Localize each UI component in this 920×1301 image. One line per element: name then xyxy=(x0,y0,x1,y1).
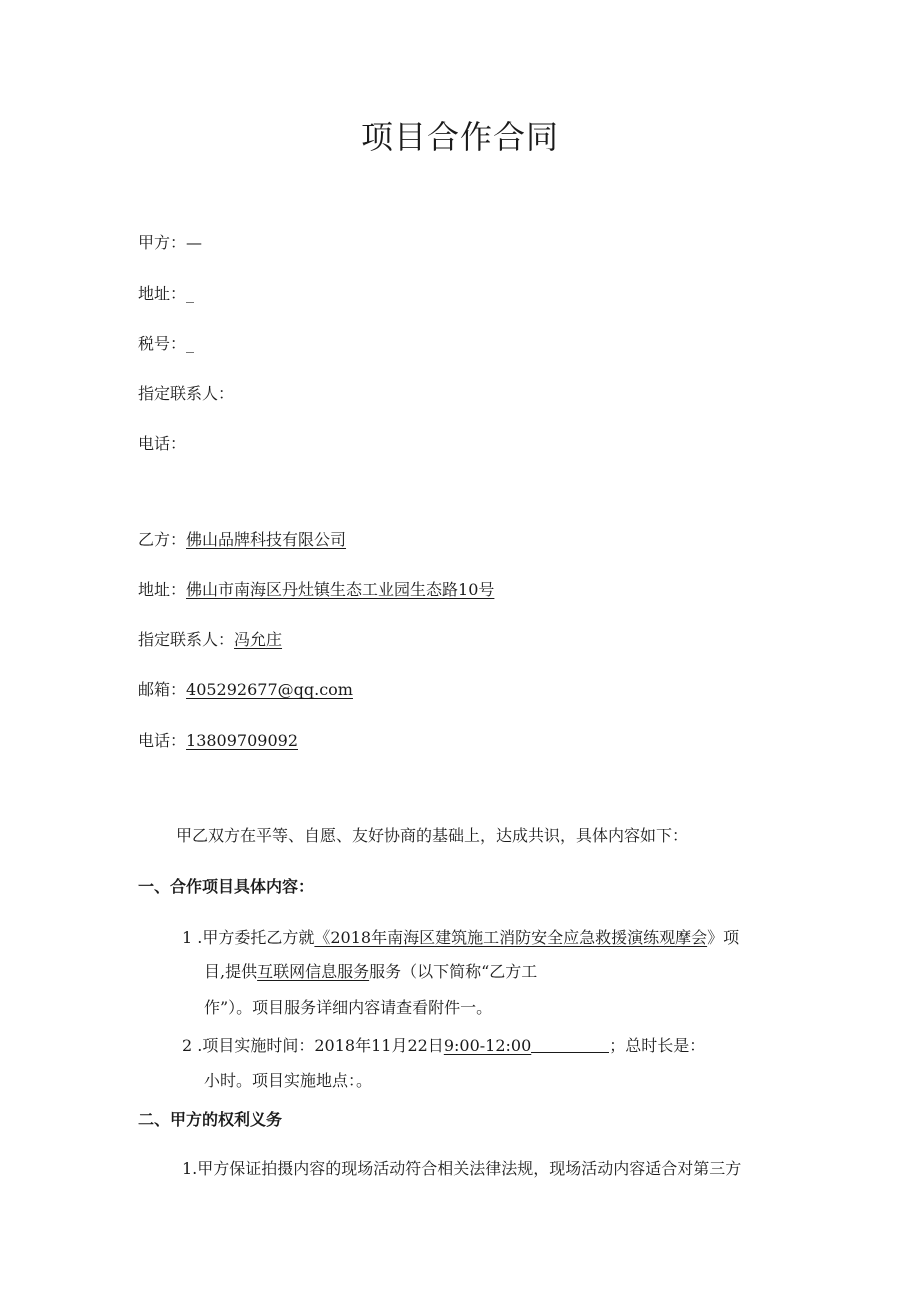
party-a-address-row xyxy=(138,284,194,304)
party-b-name-row xyxy=(138,530,346,550)
party-b-address-label: 地址： xyxy=(138,580,187,599)
section-1-item-2-number: 2 xyxy=(182,1036,193,1055)
party-a-name-row xyxy=(138,233,202,253)
party-a-phone-label: 电话： xyxy=(138,434,187,453)
party-b-name-label: 乙方： xyxy=(138,530,187,549)
section-1-item-1-line-2-post: 服务（以下简称“乙方工 xyxy=(369,962,538,981)
party-b-contact-row xyxy=(138,630,282,650)
party-b-contact-label: 指定联系人： xyxy=(138,630,235,649)
section-1-item-2-post: ；总时长是： xyxy=(609,1036,706,1055)
party-b-name-value: 佛山品牌科技有限公司 xyxy=(186,530,347,549)
party-b-phone-label: 电话： xyxy=(138,731,187,750)
party-b-contact-value: 冯允庄 xyxy=(234,630,283,649)
party-a-tax-value: _ xyxy=(186,334,195,353)
party-b-phone-row xyxy=(138,731,298,751)
party-a-name-value: — xyxy=(186,233,203,252)
party-b-email-value: 405292677@qq.com xyxy=(186,680,353,699)
party-a-phone-row xyxy=(138,434,186,454)
party-a-address-label: 地址： xyxy=(138,284,187,303)
party-a-contact-label: 指定联系人： xyxy=(138,384,235,403)
party-a-tax-label: 税号： xyxy=(138,334,187,353)
section-1-item-1-number: 1 xyxy=(182,928,193,947)
section-1-item-2-line-2: 小时。项目实施地点：。 xyxy=(204,1071,373,1090)
section-1-item-1-line-2 xyxy=(204,962,537,982)
section-1-item-1-project: 《2018年南海区建筑施工消防安全应急救援演练观摩会 xyxy=(314,928,708,947)
section-1-heading: 一、合作项目具体内容： xyxy=(138,877,315,896)
section-2-heading: 二、甲方的权利义务 xyxy=(138,1110,283,1129)
section-1-item-1-line-3: 作”）。项目服务详细内容请查看附件一。 xyxy=(204,998,493,1017)
section-1-item-1-post: 》项 xyxy=(707,928,740,947)
section-1-item-2-line-1 xyxy=(182,1036,705,1056)
document-title: 项目合作合同 xyxy=(360,118,559,156)
section-2-item-1: 1.甲方保证拍摄内容的现场活动符合相关法律法规，现场活动内容适合对第三方 xyxy=(182,1159,742,1178)
section-1-item-1-line-2-pre: 目,提供 xyxy=(204,962,258,981)
section-1-item-1-pre: .甲方委托乙方就 xyxy=(197,928,315,947)
party-b-email-row xyxy=(138,680,353,700)
section-1-item-1-line-1 xyxy=(182,928,739,948)
section-1-item-1-service: 互联网信息服务 xyxy=(257,962,370,981)
party-b-address-value: 佛山市南海区丹灶镇生态工业园生态路10号 xyxy=(186,580,495,599)
party-b-email-label: 邮箱： xyxy=(138,680,187,699)
party-b-phone-value: 13809709092 xyxy=(186,731,298,750)
party-a-address-value: _ xyxy=(186,284,195,303)
section-1-item-2-time: 9:00-12:00 xyxy=(443,1036,532,1055)
party-a-name-label: 甲方： xyxy=(138,233,187,252)
section-1-item-2-pre: .项目实施时间：2018年11月22日 xyxy=(197,1036,444,1055)
intro-paragraph: 甲乙双方在平等、自愿、友好协商的基础上，达成共识，具体内容如下： xyxy=(176,826,689,845)
section-1-item-2-blank xyxy=(531,1036,609,1053)
party-a-tax-row xyxy=(138,334,194,354)
party-a-contact-row xyxy=(138,384,234,404)
party-b-address-row xyxy=(138,580,494,600)
